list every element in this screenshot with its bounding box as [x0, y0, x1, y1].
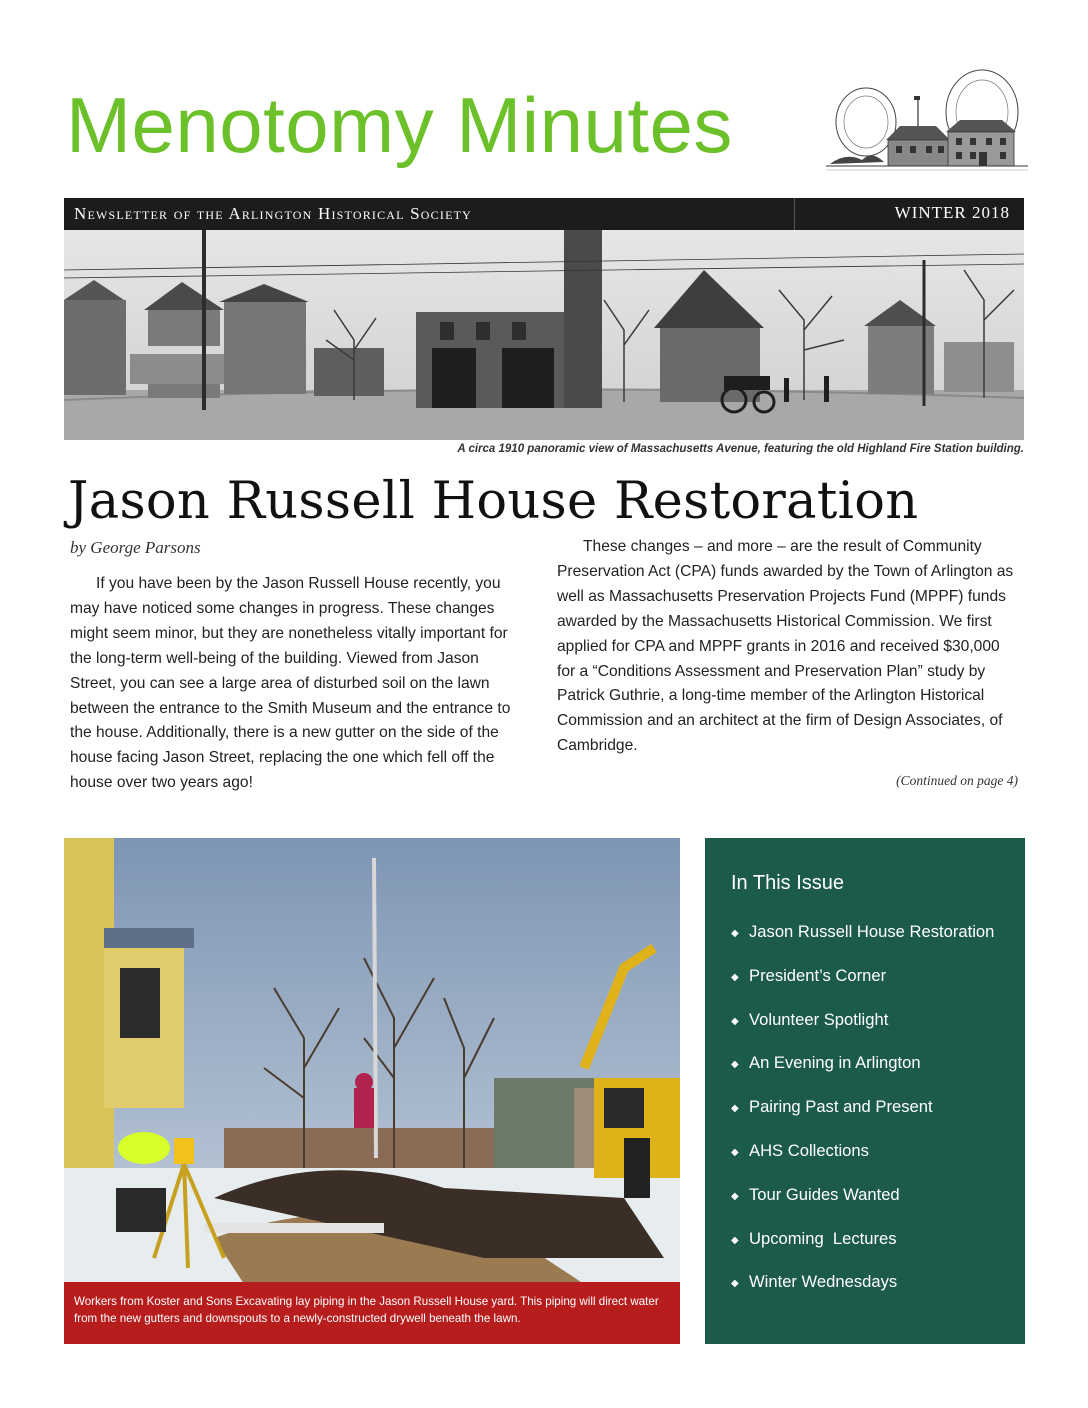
- newsletter-banner: [64, 198, 1024, 230]
- diamond-bullet-icon: ◆: [731, 1234, 739, 1246]
- in-this-issue-title: In This Issue: [731, 872, 845, 894]
- photo-caption: Workers from Koster and Sons Excavating lay piping in the Jason Russell House yard. This piping will direct water from the new gutters and downspouts to a newly-constructed drywell beneath the lawn.: [64, 1282, 680, 1344]
- in-this-issue-box: [705, 838, 1025, 1344]
- list-item: ◆ AHS Collections: [731, 1139, 994, 1183]
- list-item: ◆ Winter Wednesdays: [731, 1270, 994, 1314]
- diamond-bullet-icon: ◆: [731, 1059, 739, 1071]
- list-item: ◆ Upcoming Lectures: [731, 1227, 994, 1271]
- list-item: ◆ President’s Corner: [731, 964, 994, 1008]
- article-byline: by George Parsons: [70, 538, 201, 557]
- continued-note: (Continued on page 4): [896, 773, 1018, 788]
- diamond-bullet-icon: ◆: [731, 1103, 739, 1115]
- diamond-bullet-icon: ◆: [731, 1190, 739, 1202]
- list-item: ◆ Pairing Past and Present: [731, 1095, 994, 1139]
- newsletter-subtitle: Newsletter of the Arlington Historical Society: [74, 204, 472, 223]
- issue-date: WINTER 2018: [894, 203, 1010, 222]
- diamond-bullet-icon: ◆: [731, 1278, 739, 1290]
- list-item: ◆ An Evening in Arlington: [731, 1051, 994, 1095]
- diamond-bullet-icon: ◆: [731, 1015, 739, 1027]
- issue-contents-list: [731, 920, 994, 1314]
- article-paragraph: If you have been by the Jason Russell House recently, you may have noticed some changes in progress. These changes might seem minor, but they are nonetheless vitally important for the long-term well-being of the building. Viewed from Jason Street, you can see a large area of disturbed soil on the lawn between the entrance to the Smith Museum and the entrance to the house. Additionally, there is a new gutter on the side of the house facing Jason Street, replacing the one which fell off the house over two years ago!: [70, 575, 511, 792]
- diamond-bullet-icon: ◆: [731, 971, 739, 983]
- excavation-photo: [64, 838, 680, 1284]
- masthead-title: Menotomy Minutes: [66, 81, 733, 169]
- diamond-bullet-icon: ◆: [731, 928, 739, 939]
- article-headline: Jason Russell House Restoration: [68, 472, 919, 531]
- article-column-left: [70, 572, 526, 796]
- banner-divider: [794, 198, 795, 230]
- panorama-caption: A circa 1910 panoramic view of Massachusetts Avenue, featuring the old Highland Fire Station building.: [457, 443, 1024, 455]
- historic-house-illustration: [826, 60, 1028, 178]
- list-item: ◆ Jason Russell House Restoration: [731, 920, 994, 964]
- list-item: ◆ Volunteer Spotlight: [731, 1008, 994, 1052]
- panoramic-street-photo: [64, 230, 1024, 440]
- article-paragraph: These changes – and more – are the result of Community Preservation Act (CPA) funds awarded by the Town of Arlington as well as Massachusetts Preservation Projects Fund (MPPF) funds awarded by the Massachusetts Historical Commission. We first applied for CPA and MPPF grants in 2016 and received $30,000 for a “Conditions Assessment and Preservation Plan” study by Patrick Guthrie, a long-time member of the Arlington Historical Commission and an architect at the firm of Design Associates, of Cambridge.: [557, 538, 1014, 755]
- article-column-right: [557, 535, 1019, 759]
- list-item: ◆ Tour Guides Wanted: [731, 1183, 994, 1227]
- diamond-bullet-icon: ◆: [731, 1146, 739, 1158]
